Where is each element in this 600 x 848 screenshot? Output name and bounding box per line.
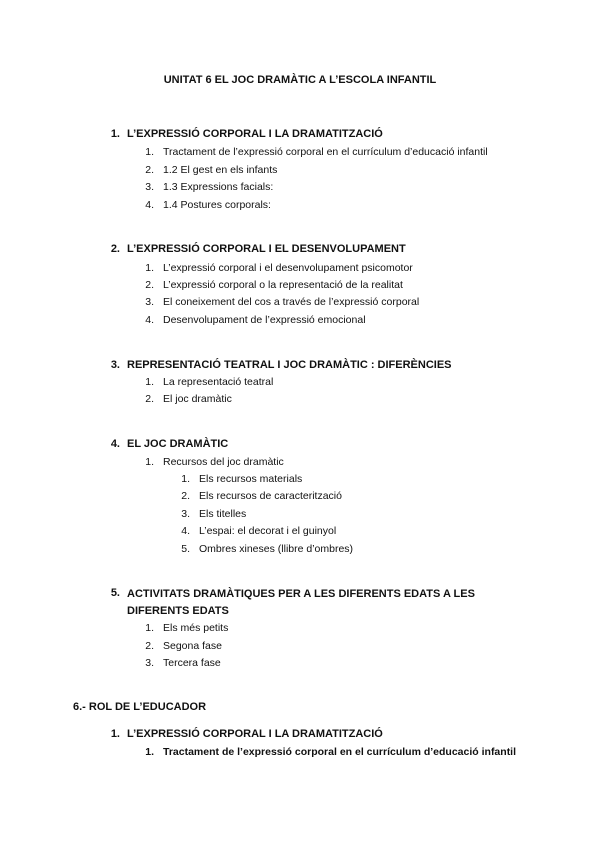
section-number: 1.: [110, 128, 120, 140]
sub-item-number: 2.: [181, 490, 190, 502]
section-heading: EL JOC DRAMÀTIC: [127, 438, 229, 450]
list-item: El coneixement del cos a través de l’expressió corporal: [163, 296, 420, 308]
list-item: Segona fase: [163, 640, 222, 652]
sub-item: Els recursos de caracterització: [199, 490, 342, 502]
list-item-number: 1.: [145, 146, 154, 158]
list-item-number: 3.: [145, 657, 154, 669]
list-item: La representació teatral: [163, 376, 274, 388]
list-item-number: 2.: [145, 279, 154, 291]
list-item: Tractament de l’expressió corporal en el currículum d’educació infantil: [163, 146, 488, 158]
section-number: 5.: [110, 587, 120, 599]
list-item-number: 1.: [145, 376, 154, 388]
section-heading: L’EXPRESSIÓ CORPORAL I LA DRAMATITZACIÓ: [127, 728, 383, 740]
sub-item-number: 4.: [181, 525, 190, 537]
list-item-number: 4.: [145, 314, 154, 326]
list-item: 1.2 El gest en els infants: [163, 164, 278, 176]
list-item-number: 1.: [145, 746, 154, 758]
section-heading: ACTIVITATS DRAMÀTIQUES PER A LES DIFERENTS EDATS A LES DIFERENTS EDATS: [127, 588, 475, 617]
sub-item: L’espai: el decorat i el guinyol: [199, 525, 337, 537]
role-heading: 6.- ROL DE L’EDUCADOR: [73, 701, 207, 713]
list-item-number: 1.: [145, 262, 154, 274]
list-item: 1.4 Postures corporals:: [163, 199, 271, 211]
sub-item: Els recursos materials: [199, 473, 303, 485]
section-number: 4.: [110, 438, 120, 450]
list-item: Els més petits: [163, 622, 229, 634]
list-item-number: 3.: [145, 181, 154, 193]
list-item-number: 4.: [145, 199, 154, 211]
section-number: 1.: [110, 728, 120, 740]
list-item: Desenvolupament de l’expressió emocional: [163, 314, 366, 326]
section-number: 2.: [110, 243, 120, 255]
section-heading: L’EXPRESSIÓ CORPORAL I EL DESENVOLUPAMENT: [127, 243, 406, 255]
list-item-number: 1.: [145, 622, 154, 634]
list-item: Tercera fase: [163, 657, 221, 669]
list-item: L’expressió corporal i el desenvolupament psicomotor: [163, 262, 413, 274]
sub-item-number: 3.: [181, 508, 190, 520]
list-item-number: 2.: [145, 164, 154, 176]
list-item-number: 2.: [145, 640, 154, 652]
list-item: El joc dramàtic: [163, 393, 232, 405]
list-item-number: 1.: [145, 456, 154, 468]
section-heading: REPRESENTACIÓ TEATRAL I JOC DRAMÀTIC : DIFERÈNCIES: [127, 359, 452, 371]
list-item: L’expressió corporal o la representació de la realitat: [163, 279, 403, 291]
sub-item-number: 5.: [181, 543, 190, 555]
sub-item: Els titelles: [199, 508, 247, 520]
list-item: Tractament de l’expressió corporal en el currículum d’educació infantil: [163, 746, 517, 758]
section-number: 3.: [110, 359, 120, 371]
document-title: UNITAT 6 EL JOC DRAMÀTIC A L’ESCOLA INFANTIL: [163, 74, 437, 86]
section-heading: L’EXPRESSIÓ CORPORAL I LA DRAMATITZACIÓ: [127, 128, 383, 140]
list-item-number: 3.: [145, 296, 154, 308]
list-item-number: 2.: [145, 393, 154, 405]
sub-item: Ombres xineses (llibre d’ombres): [199, 543, 354, 555]
list-item: 1.3 Expressions facials:: [163, 181, 274, 193]
sub-item-number: 1.: [181, 473, 190, 485]
list-item: Recursos del joc dramàtic: [163, 456, 284, 468]
